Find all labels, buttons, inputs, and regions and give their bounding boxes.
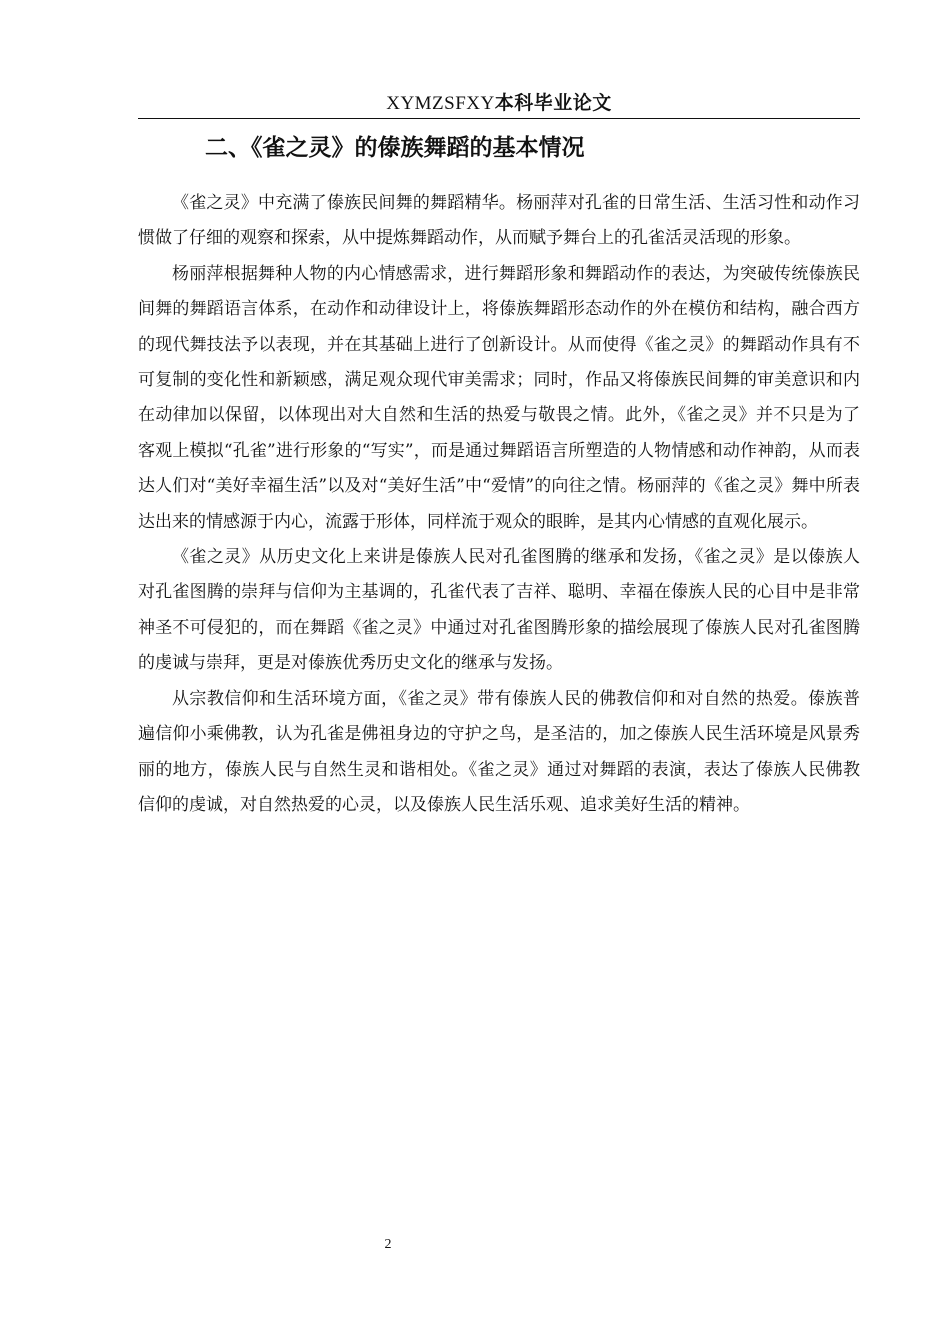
paragraph: 从宗教信仰和生活环境方面，《雀之灵》带有傣族人民的佛教信仰和对自然的热爱。傣族普遍信仰小乘佛教，认为孔雀是佛祖身边的守护之鸟，是圣洁的，加之傣族人民生活环境是风景秀丽的地方，傣族人民与自然生灵和谐相处。《雀之灵》通过对舞蹈的表演，表达了傣族人民佛教信仰的虔诚，对自然热爱的心灵，以及傣族人民生活乐观、追求美好生活的精神。: [138, 688, 860, 815]
paragraph: 《雀之灵》从历史文化上来讲是傣族人民对孔雀图腾的继承和发扬，《雀之灵》是以傣族人对孔雀图腾的崇拜与信仰为主基调的，孔雀代表了吉祥、聪明、幸福在傣族人民的心目中是非常神圣不可侵犯的，而在舞蹈《雀之灵》中通过对孔雀图腾形象的描绘展现了傣族人民对孔雀图腾的虔诚与崇拜，更是对傣族优秀历史文化的继承与发扬。: [138, 547, 860, 674]
header-divider: [138, 118, 860, 119]
header-latin-text: XYMZSFXY: [386, 93, 495, 114]
body-text: [138, 186, 860, 823]
section-title: 二、《雀之灵》的傣族舞蹈的基本情况: [205, 135, 585, 161]
paragraph: 杨丽萍根据舞种人物的内心情感需求，进行舞蹈形象和舞蹈动作的表达，为突破传统傣族民间舞的舞蹈语言体系，在动作和动律设计上，将傣族舞蹈形态动作的外在模仿和结构，融合西方的现代舞技法予以表现，并在其基础上进行了创新设计。从而使得《雀之灵》的舞蹈动作具有不可复制的变化性和新颖感，满足观众现代审美需求；同时，作品又将傣族民间舞的审美意识和内在动律加以保留，以体现出对大自然和生活的热爱与敬畏之情。此外，《雀之灵》并不只是为了客观上模拟“孔雀”进行形象的“写实”，而是通过舞蹈语言所塑造的人物情感和动作神韵，从而表达人们对“美好幸福生活”以及对“美好生活”中“爱情”的向往之情。杨丽萍的《雀之灵》舞中所表达出来的情感源于内心，流露于形体，同样流于观众的眼眸，是其内心情感的直观化展示。: [138, 263, 860, 532]
paragraph: 《雀之灵》中充满了傣族民间舞的舞蹈精华。杨丽萍对孔雀的日常生活、生活习性和动作习惯做了仔细的观察和探索，从中提炼舞蹈动作，从而赋予舞台上的孔雀活灵活现的形象。: [138, 193, 860, 249]
header-chinese-text: 本科毕业论文: [494, 92, 612, 114]
running-header: [138, 90, 860, 117]
page-number: 2: [384, 1237, 392, 1252]
